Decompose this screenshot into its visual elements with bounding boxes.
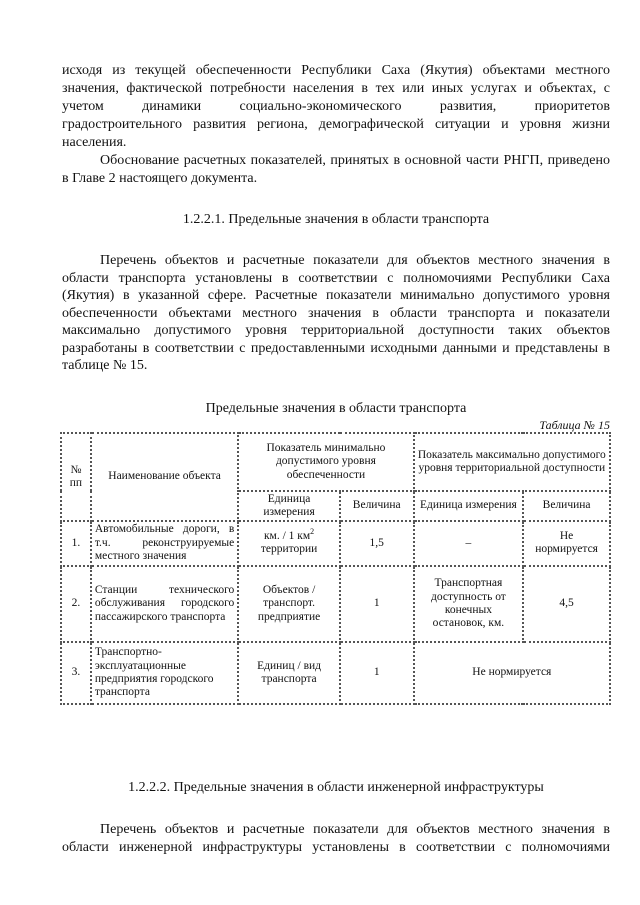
row-num: 1. xyxy=(61,521,91,566)
header-max-group: Показатель максимально допустимого уровня территориальной доступности xyxy=(414,433,610,491)
row-max-value: 4,5 xyxy=(523,566,610,642)
row-max-value: Не нормируется xyxy=(523,521,610,566)
section-heading-transport: 1.2.2.1. Предельные значения в области транспорта xyxy=(182,212,490,227)
transport-paragraph: Перечень объектов и расчетные показатели для объектов местного значения в области транспорта установлены в соответствии с полномочиями Республики Саха (Якутия) в указанной сфере. Расчетные показатели минимально допустимого уровня обеспеченности объектами местного значения в области транспорта и показатели максимально допустимого уровня территориальной доступности таких объектов разработаны в соответствии с предоставленными исходными данными и представлены в таблице № 15. xyxy=(62,253,610,374)
intro-line: градостроительного развития региона, демографической ситуации и уровня жизни xyxy=(62,117,610,132)
table-title: Предельные значения в области транспорта xyxy=(205,400,467,416)
row-min-value: 1,5 xyxy=(340,521,414,566)
table-row xyxy=(61,642,610,704)
engineering-line: области инженерной инфраструктуры установлены в соответствии с полномочиями xyxy=(62,840,610,856)
row-name: Транспортно-эксплуатационные предприятия городского транспорта xyxy=(91,642,238,704)
intro-paragraph xyxy=(62,62,610,152)
header-min-value: Величина xyxy=(340,491,414,521)
row-max-merged: Не нормируется xyxy=(414,642,610,704)
intro-line: учетом динамики социально-экономического развития, приоритетов xyxy=(62,99,610,114)
row-min-unit: Единиц / вид транспорта xyxy=(238,642,340,704)
intro-line: населения. xyxy=(62,135,127,150)
unit-main: км. / 1 км xyxy=(263,530,311,543)
row-num: 2. xyxy=(61,566,91,642)
row-min-unit xyxy=(238,521,340,566)
row-min-value: 1 xyxy=(340,642,414,704)
header-min-group: Показатель минимально допустимого уровня обеспеченности xyxy=(238,433,413,491)
header-name: Наименование объекта xyxy=(91,433,238,521)
header-max-value: Величина xyxy=(523,491,610,521)
table-number: Таблица № 15 xyxy=(539,417,610,432)
engineering-paragraph xyxy=(62,821,610,857)
header-min-unit: Единица измерения xyxy=(238,491,340,521)
row-min-value: 1 xyxy=(340,566,414,642)
row-name: Автомобильные дороги, в т.ч. реконструируемые местного значения xyxy=(91,521,238,566)
document-page xyxy=(62,62,610,858)
transport-limits-table xyxy=(60,432,611,705)
row-max-unit: Транспортная доступность от конечных остановок, км. xyxy=(414,566,524,642)
row-min-unit: Объектов / транспорт. предприятие xyxy=(238,566,340,642)
row-name: Станции технического обслуживания городского пассажирского транспорта xyxy=(91,566,238,642)
header-num: № пп xyxy=(61,433,91,521)
unit-sup: 2 xyxy=(310,527,315,537)
row-num: 3. xyxy=(61,642,91,704)
section-heading-engineering: 1.2.2.2. Предельные значения в области инженерной инфраструктуры xyxy=(128,779,544,795)
engineering-line: Перечень объектов и расчетные показатели для объектов местного значения в xyxy=(100,822,610,838)
rationale-paragraph: Обоснование расчетных показателей, принятых в основной части РНГП, приведено в Главе 2 настоящего документа. xyxy=(62,153,610,186)
table-row xyxy=(61,566,610,642)
intro-line: значения, фактической потребности населения в тех или иных услугах и объектах, с xyxy=(62,81,610,96)
row-max-unit: – xyxy=(414,521,524,566)
header-max-unit: Единица измерения xyxy=(414,491,524,521)
table-row xyxy=(61,521,610,566)
unit-tail: территории xyxy=(260,543,318,556)
intro-line: исходя из текущей обеспеченности Республики Саха (Якутия) объектами местного xyxy=(62,63,610,78)
